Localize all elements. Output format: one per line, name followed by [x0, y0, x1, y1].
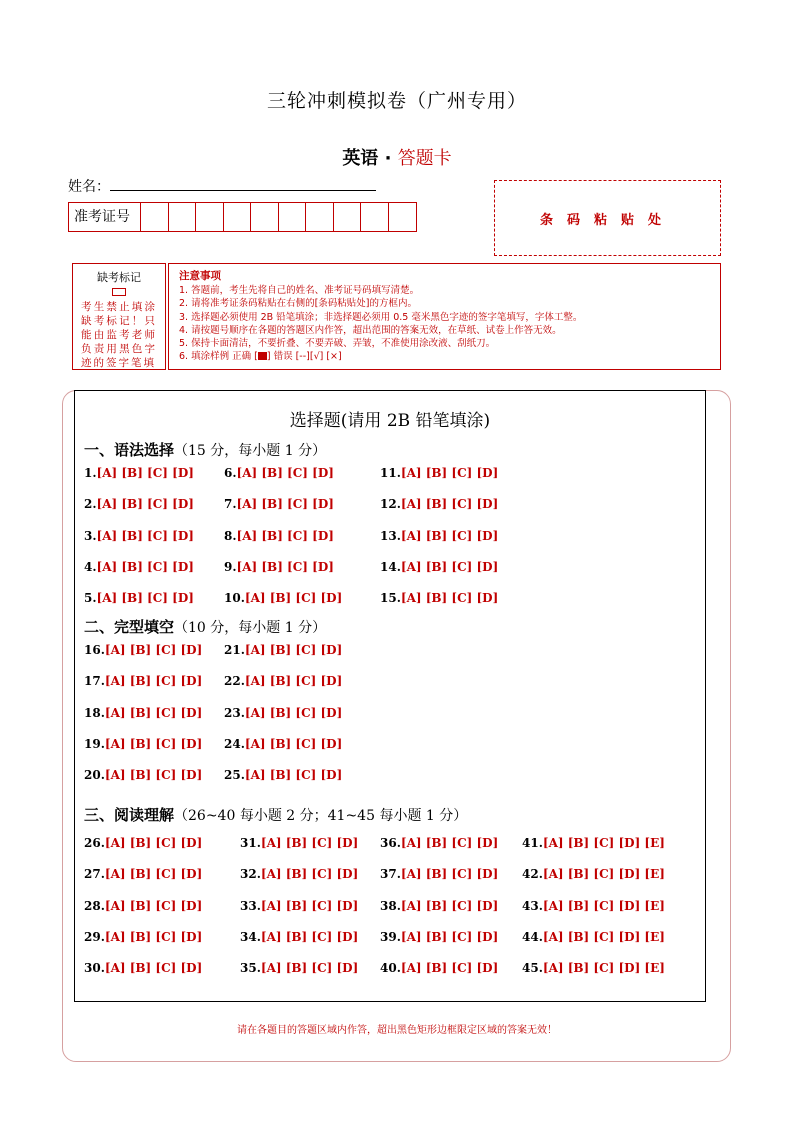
question-number: 4.: [84, 560, 97, 574]
exam-id-cell[interactable]: [169, 203, 197, 231]
instruction-item: 2. 请将准考证条码粘贴在右侧的[条码粘贴处]的方框内。: [179, 298, 417, 310]
question-item: [84, 836, 202, 850]
question-number: 38.: [380, 899, 401, 913]
answer-options[interactable]: [A] [B] [C] [D]: [96, 591, 194, 605]
exam-id-cell[interactable]: [361, 203, 389, 231]
question-item: [380, 930, 498, 944]
name-field[interactable]: [110, 190, 376, 191]
answer-options[interactable]: [A] [B] [C] [D]: [96, 497, 194, 511]
answer-options[interactable]: [A] [B] [C] [D]: [260, 930, 359, 944]
instructions-box: [168, 263, 721, 370]
question-item: [522, 836, 665, 850]
question-item: [380, 591, 498, 605]
instruction-item: 5. 保持卡面清洁，不要折叠、不要弄破、弄皱，不准使用涂改液、刮纸刀。: [179, 338, 496, 350]
answer-options[interactable]: [A] [B] [C] [D] [E]: [542, 836, 665, 850]
section-title: 三、阅读理解: [84, 806, 175, 824]
question-item: [84, 591, 194, 605]
question-number: 12.: [380, 497, 401, 511]
question-item: [224, 497, 334, 511]
answer-options[interactable]: [A] [B] [C] [D]: [236, 497, 334, 511]
question-number: 14.: [380, 560, 401, 574]
answer-options[interactable]: [A] [B] [C] [D]: [236, 466, 334, 480]
absent-note: 考生禁止填涂缺考标记！只能由监考老师负责用黑色字迹的签字笔填: [81, 301, 157, 369]
section-heading-cloze: [84, 616, 326, 637]
question-item: [240, 961, 358, 975]
instruction-item: 4. 请按题号顺序在各题的答题区内作答，超出范围的答案无效，在草纸、试卷上作答无效。: [179, 324, 562, 336]
question-item: [522, 930, 665, 944]
section-heading-reading: [84, 804, 467, 825]
answer-options[interactable]: [A] [B] [C] [D]: [96, 560, 194, 574]
question-item: [380, 899, 498, 913]
question-number: 26.: [84, 836, 105, 850]
question-number: 44.: [522, 930, 543, 944]
question-number: 15.: [380, 591, 401, 605]
question-item: [224, 643, 342, 657]
question-number: 18.: [84, 706, 105, 720]
fill-sample: [179, 350, 710, 363]
fill-sample-prefix: 6. 填涂样例 正确 [: [179, 351, 258, 363]
fill-sample-wrong: ] 错误 [--][√] [×]: [266, 351, 342, 363]
subject-label: 英语: [342, 148, 379, 169]
choice-title: 选择题(请用 2B 铅笔填涂): [289, 411, 491, 431]
answer-options[interactable]: [A] [B] [C] [D]: [104, 930, 203, 944]
answer-options[interactable]: [A] [B] [C] [D]: [400, 591, 499, 605]
question-number: 34.: [240, 930, 261, 944]
question-item: [380, 961, 498, 975]
answer-options[interactable]: [A] [B] [C] [D]: [260, 867, 359, 881]
question-item: [224, 591, 342, 605]
answer-options[interactable]: [A] [B] [C] [D]: [96, 529, 194, 543]
question-number: 23.: [224, 706, 245, 720]
question-item: [224, 706, 342, 720]
answer-options[interactable]: [A] [B] [C] [D]: [400, 529, 499, 543]
title-separator: ·: [378, 148, 398, 169]
question-number: 30.: [84, 961, 105, 975]
question-item: [84, 930, 202, 944]
question-number: 45.: [522, 961, 543, 975]
answer-options[interactable]: [A] [B] [C] [D]: [104, 737, 203, 751]
question-item: [380, 836, 498, 850]
question-item: [84, 961, 202, 975]
exam-id-cell[interactable]: [334, 203, 362, 231]
instruction-item: 1. 答题前，考生先将自己的姓名、准考证号码填写清楚。: [179, 285, 420, 296]
question-item: [522, 961, 665, 975]
question-item: [84, 674, 202, 688]
answer-options[interactable]: [A] [B] [C] [D]: [244, 706, 343, 720]
exam-id-cell[interactable]: [306, 203, 334, 231]
answer-options[interactable]: [A] [B] [C] [D]: [400, 466, 499, 480]
section-note: （26~40 每小题 2 分；41~45 每小题 1 分）: [174, 808, 468, 824]
name-label: 姓名：: [68, 179, 110, 195]
question-number: 21.: [224, 643, 245, 657]
answer-options[interactable]: [A] [B] [C] [D]: [260, 899, 359, 913]
question-item: [84, 899, 202, 913]
question-number: 32.: [240, 867, 261, 881]
answer-options[interactable]: [A] [B] [C] [D]: [400, 930, 499, 944]
question-number: 41.: [522, 836, 543, 850]
question-number: 28.: [84, 899, 105, 913]
question-item: [84, 737, 202, 751]
answer-options[interactable]: [A] [B] [C] [D]: [104, 899, 203, 913]
question-number: 39.: [380, 930, 401, 944]
question-number: 36.: [380, 836, 401, 850]
section-title: 一、语法选择: [84, 441, 175, 459]
question-number: 31.: [240, 836, 261, 850]
question-item: [224, 674, 342, 688]
answer-options[interactable]: [A] [B] [C] [D]: [236, 560, 334, 574]
question-item: [84, 768, 202, 782]
instruction-item: 3. 选择题必须使用 2B 铅笔填涂；非选择题必须用 0.5 毫米黑色字迹的签字笔填写，字体工整。: [179, 311, 583, 323]
question-item: [84, 466, 194, 480]
question-number: 43.: [522, 899, 543, 913]
answer-options[interactable]: [A] [B] [C] [D]: [96, 466, 194, 480]
question-number: 10.: [224, 591, 245, 605]
question-number: 3.: [84, 529, 97, 543]
card-label: 答题卡: [397, 148, 452, 169]
question-item: [380, 529, 498, 543]
question-item: [84, 497, 194, 511]
answer-options[interactable]: [A] [B] [C] [D]: [104, 706, 203, 720]
question-number: 27.: [84, 867, 105, 881]
question-number: 35.: [240, 961, 261, 975]
question-item: [224, 466, 334, 480]
question-item: [84, 643, 202, 657]
question-item: [380, 466, 498, 480]
question-number: 16.: [84, 643, 105, 657]
exam-id-cell[interactable]: [224, 203, 252, 231]
answer-options[interactable]: [A] [B] [C] [D]: [400, 899, 499, 913]
answer-options[interactable]: [A] [B] [C] [D]: [400, 836, 499, 850]
exam-title: 三轮冲刺模拟卷（广州专用）: [266, 90, 527, 112]
absent-title: 缺考标记: [97, 271, 141, 284]
barcode-label: 条码粘贴处: [539, 212, 675, 228]
answer-options[interactable]: [A] [B] [C] [D] [E]: [542, 961, 665, 975]
barcode-area: [494, 180, 721, 256]
question-item: [224, 737, 342, 751]
question-number: 22.: [224, 674, 245, 688]
answer-options[interactable]: [A] [B] [C] [D] [E]: [542, 930, 665, 944]
exam-id-grid: [68, 202, 417, 232]
section-title: 二、完型填空: [84, 618, 175, 636]
exam-id-cell[interactable]: [196, 203, 224, 231]
question-item: [224, 768, 342, 782]
answer-options[interactable]: [A] [B] [C] [D]: [104, 836, 203, 850]
question-item: [240, 930, 358, 944]
exam-id-cell[interactable]: [141, 203, 169, 231]
answer-options[interactable]: [A] [B] [C] [D]: [400, 497, 499, 511]
answer-options[interactable]: [A] [B] [C] [D]: [260, 836, 359, 850]
question-number: 8.: [224, 529, 237, 543]
question-number: 11.: [380, 466, 401, 480]
question-item: [240, 836, 358, 850]
exam-id-cell[interactable]: [279, 203, 307, 231]
question-number: 1.: [84, 466, 97, 480]
answer-options[interactable]: [A] [B] [C] [D]: [104, 867, 203, 881]
question-number: 13.: [380, 529, 401, 543]
question-number: 25.: [224, 768, 245, 782]
section-note: （10 分，每小题 1 分）: [174, 620, 327, 636]
question-number: 29.: [84, 930, 105, 944]
question-number: 37.: [380, 867, 401, 881]
question-number: 42.: [522, 867, 543, 881]
question-number: 9.: [224, 560, 237, 574]
question-item: [84, 867, 202, 881]
answer-options[interactable]: [A] [B] [C] [D]: [260, 961, 359, 975]
question-number: 7.: [224, 497, 237, 511]
answer-options[interactable]: [A] [B] [C] [D]: [244, 643, 343, 657]
answer-options[interactable]: [A] [B] [C] [D]: [244, 674, 343, 688]
answer-options[interactable]: [A] [B] [C] [D]: [104, 768, 203, 782]
question-item: [380, 497, 498, 511]
question-number: 5.: [84, 591, 97, 605]
question-item: [522, 899, 665, 913]
answer-options[interactable]: [A] [B] [C] [D]: [244, 737, 343, 751]
exam-id-cell[interactable]: [389, 203, 417, 231]
question-number: 6.: [224, 466, 237, 480]
filled-mark-icon: [258, 352, 267, 360]
question-item: [380, 867, 498, 881]
answer-options[interactable]: [A] [B] [C] [D]: [104, 961, 203, 975]
section-heading-grammar: [84, 439, 326, 460]
answer-options[interactable]: [A] [B] [C] [D]: [104, 674, 203, 688]
answer-options[interactable]: [A] [B] [C] [D] [E]: [542, 899, 665, 913]
question-item: [240, 867, 358, 881]
answer-options[interactable]: [A] [B] [C] [D] [E]: [542, 867, 665, 881]
exam-id-cell[interactable]: [251, 203, 279, 231]
question-number: 20.: [84, 768, 105, 782]
answer-options[interactable]: [A] [B] [C] [D]: [236, 529, 334, 543]
question-number: 2.: [84, 497, 97, 511]
answer-options[interactable]: [A] [B] [C] [D]: [400, 867, 499, 881]
absent-checkbox[interactable]: [112, 288, 126, 296]
question-number: 33.: [240, 899, 261, 913]
question-item: [84, 560, 194, 574]
question-number: 19.: [84, 737, 105, 751]
answer-options[interactable]: [A] [B] [C] [D]: [104, 643, 203, 657]
question-number: 40.: [380, 961, 401, 975]
question-item: [224, 529, 334, 543]
answer-options[interactable]: [A] [B] [C] [D]: [244, 591, 343, 605]
answer-options[interactable]: [A] [B] [C] [D]: [400, 560, 499, 574]
instructions-title: 注意事项: [179, 270, 221, 282]
answer-options[interactable]: [A] [B] [C] [D]: [244, 768, 343, 782]
exam-id-label: 准考证号: [69, 203, 141, 231]
question-item: [224, 560, 334, 574]
question-number: 24.: [224, 737, 245, 751]
section-note: （15 分，每小题 1 分）: [174, 443, 327, 459]
question-item: [84, 706, 202, 720]
question-item: [240, 899, 358, 913]
answer-card-title: [0, 144, 794, 170]
question-item: [84, 529, 194, 543]
question-item: [380, 560, 498, 574]
footer-warning: 请在各题目的答题区域内作答，超出黑色矩形边框限定区域的答案无效！: [237, 1025, 557, 1036]
answer-options[interactable]: [A] [B] [C] [D]: [400, 961, 499, 975]
absent-mark-box: [72, 263, 166, 370]
question-number: 17.: [84, 674, 105, 688]
question-item: [522, 867, 665, 881]
